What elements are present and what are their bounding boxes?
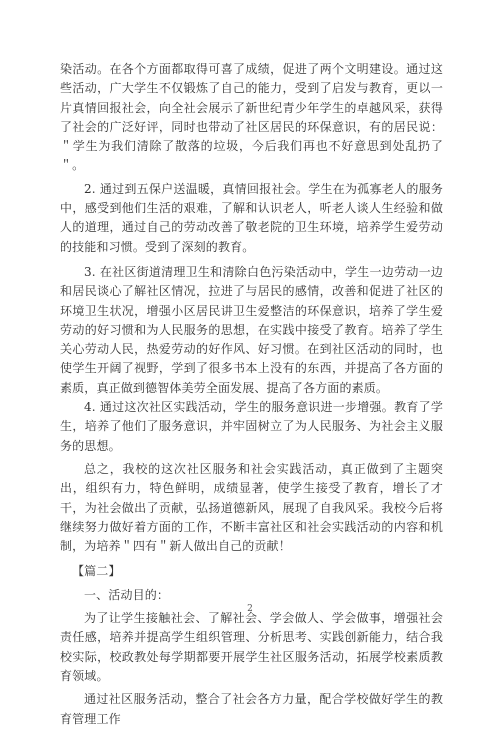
section-heading: 一、活动目的： — [84, 587, 170, 602]
paragraph-item-2: 2. 通过到五保户送温暖，真情回报社会。学生在为孤寡老人的服务中，感受到他们生活的艰难，了解和认识老人，听老人谈人生经验和做人的道理，通过自己的劳动改善了敬老院的卫生环境，培养学生爱劳动的技能和习惯。受到了深刻的教育。 — [60, 181, 443, 254]
paragraph-purpose: 为了让学生接触社会、了解社会、学会做人、学会做事，增强社会责任感，培养并提高学生组织管理、分析思考、实践创新能力，结合我校实际，校政教处每学期都要开展学生社区服务活动，拓展学校素质教育领域。 — [60, 611, 443, 683]
paragraph-item-4: 4. 通过这次社区实践活动，学生的服务意识进一步增强。教育了学生，培养了他们了服务意识，并牢固树立了为人民服务、为社会主义服务的思想。 — [60, 400, 443, 453]
section-tag: 【篇二】 — [72, 564, 121, 579]
document-body — [60, 60, 443, 729]
paragraph-summary: 总之，我校的这次社区服务和社会实践活动，真正做到了主题突出，组织有力，特色鲜明，成绩显著，使学生接受了教育，增长了才干，为社会做出了贡献，弘扬道德新风，展现了自我风采。我校今后将继续努力做好着方面的工作，不断丰富社区和社会实践活动的内容和机制，为培养＂四有＂新人做出自己的贡献！ — [60, 461, 443, 554]
paragraph-item-3: 3. 在社区街道清理卫生和清除白色污染活动中，学生一边劳动一边和居民谈心了解社区情况，拉进了与居民的感情，改善和促进了社区的环境卫生状况，增强小区居民讲卫生爱整洁的环保意识，培养了学生爱劳动的好习惯和为人民服务的思想，在实践中接受了教育。培养了学生关心劳动人民，热爱劳动的好作风、好习惯。在到社区活动的同时，也使学生开阔了视野，学到了很多书本上没有的东西，并提高了各方面的素质，真正做到德智体美劳全面发展、提高了各方面的素质。 — [60, 264, 443, 395]
page-number: 2 — [247, 604, 253, 614]
paragraph-community-service: 通过社区服务活动，整合了社会各方力量，配合学校做好学生的教育管理工作 — [60, 692, 443, 726]
paragraph-continuation: 染活动。在各个方面都取得可喜了成绩，促进了两个文明建设。通过这些活动，广大学生不仅锻炼了自己的能力，受到了启发与教育，更以一片真情回报社会，向全社会展示了新世纪青少年学生的卓越风采，获得了社会的广泛好评，同时也带动了社区居民的环保意识，有的居民说：＂学生为我们清除了散落的垃圾，今后我们再也不好意思到处乱扔了＂。 — [60, 62, 443, 173]
